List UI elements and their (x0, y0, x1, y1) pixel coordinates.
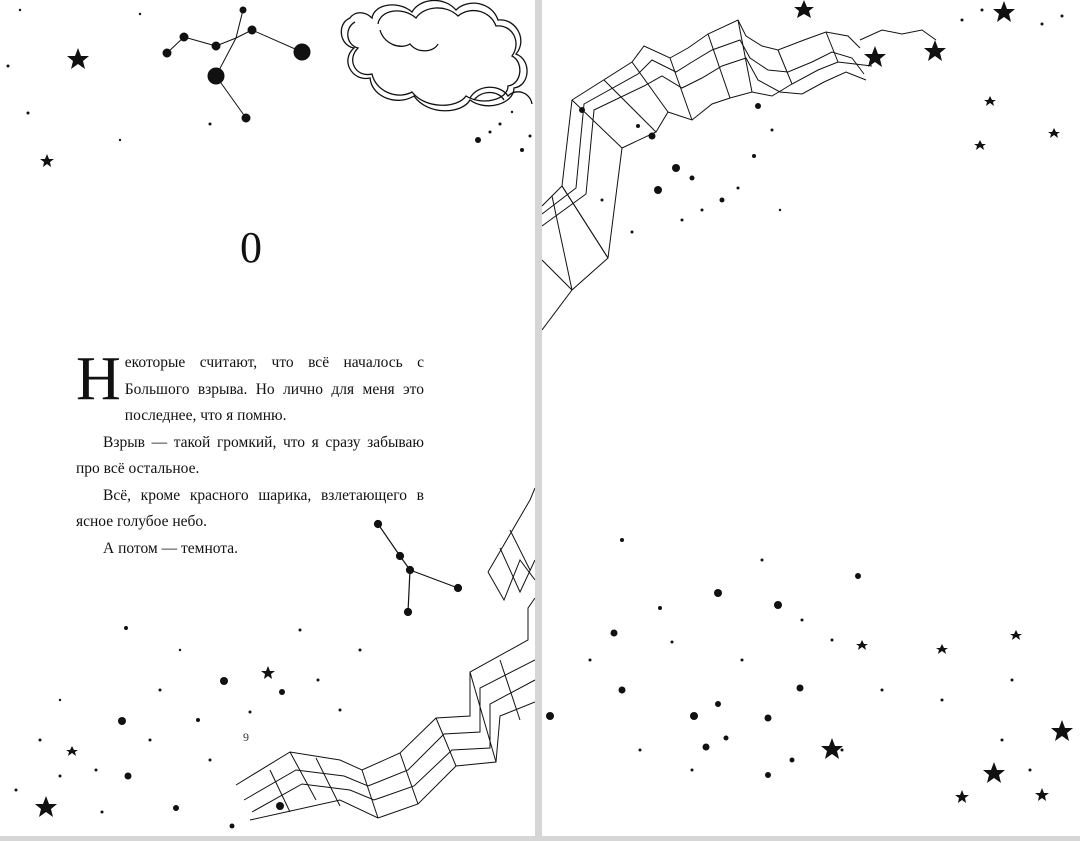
star-dots-top (579, 9, 1064, 234)
paragraph-1-text: екоторые считают, что всё началось с Большого взрыва. Но лично для меня это последнее, что я помню. (124, 354, 424, 424)
stairs-icon (542, 20, 936, 330)
page-number: 9 (243, 730, 249, 744)
paragraph-1 (76, 345, 424, 430)
chapter-text (76, 345, 424, 562)
chapter-number: 0 (240, 223, 262, 272)
cloud-icon (341, 0, 532, 110)
star-dots-top (7, 9, 532, 152)
constellation-icon (163, 7, 310, 122)
left-page (0, 0, 535, 836)
right-page (542, 0, 1080, 836)
right-illustration (542, 0, 1080, 836)
paragraph-2: Взрыв — такой громкий, что я сразу забываю про всё остальное. (76, 433, 424, 477)
paragraph-3: Всё, кроме красного шарика, взлетающего в ясное голубое небо. (76, 486, 424, 530)
star-dots-bottom (15, 626, 362, 829)
paragraph-4: А потом — темнота. (103, 539, 239, 557)
drop-cap: Н (76, 345, 121, 413)
star-dots-bottom (546, 538, 1032, 778)
star-icon (794, 0, 1060, 150)
star-icon (821, 630, 1073, 803)
